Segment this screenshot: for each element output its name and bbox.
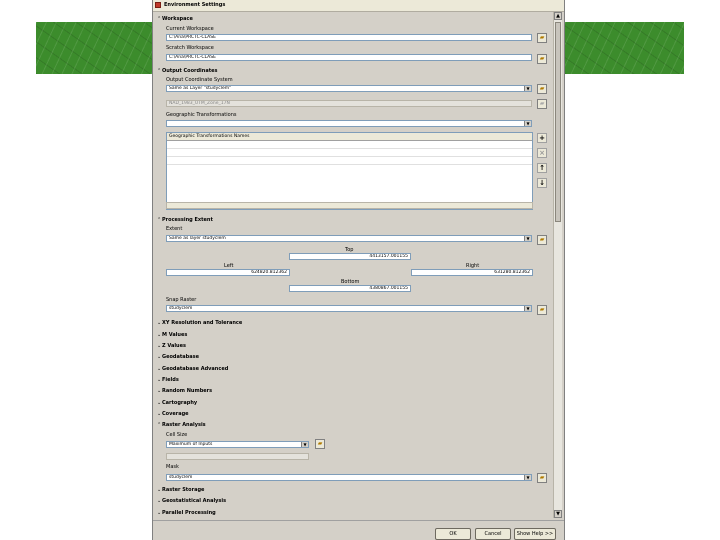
environment-settings-dialog	[152, 0, 565, 540]
chevron-up-icon: ⌃	[157, 68, 162, 74]
chevron-down-icon: ▼	[524, 121, 531, 126]
section-geodatabase-advanced[interactable]: ⌄Geodatabase Advanced	[157, 366, 229, 372]
add-icon[interactable]: +	[537, 133, 547, 143]
chevron-down-icon: ⌄	[157, 510, 162, 516]
dialog-footer	[153, 520, 565, 540]
cell-size-select[interactable]: Maximum of Inputs ▼	[166, 441, 309, 448]
chevron-up-icon: ⌃	[157, 217, 162, 223]
section-coverage[interactable]: ⌄Coverage	[157, 411, 189, 417]
current-workspace-input[interactable]: C:\Ana\PRCTC-CLASE	[166, 34, 532, 41]
section-m-values[interactable]: ⌄M Values	[157, 332, 188, 338]
table-row[interactable]	[167, 141, 532, 149]
bottom-label: Bottom	[341, 279, 360, 285]
section-raster-analysis[interactable]: ⌃Raster Analysis	[157, 422, 206, 428]
section-xy-resolution[interactable]: ⌄XY Resolution and Tolerance	[157, 320, 243, 326]
chevron-down-icon: ▼	[524, 475, 531, 480]
folder-icon[interactable]: ▰	[537, 305, 547, 315]
section-workspace[interactable]: ⌃Workspace	[157, 16, 193, 22]
mask-select[interactable]: studyclem ▼	[166, 474, 532, 481]
chevron-down-icon: ⌄	[157, 388, 162, 394]
chevron-down-icon: ▼	[524, 306, 531, 311]
geographic-transformations-label: Geographic Transformations	[166, 112, 237, 118]
section-processing-extent[interactable]: ⌃Processing Extent	[157, 217, 213, 223]
chevron-down-icon: ⌄	[157, 366, 162, 372]
right-label: Right	[466, 263, 480, 269]
mask-label: Mask	[166, 464, 179, 470]
remove-icon[interactable]: ×	[537, 148, 547, 158]
window-title: Environment Settings	[164, 2, 226, 8]
scratch-workspace-input[interactable]: C:\Ana\PRCTC-CLASE	[166, 54, 532, 61]
output-coordinate-system-select[interactable]: Same as Layer "studyclem" ▼	[166, 85, 532, 92]
cell-size-value-field	[166, 453, 309, 460]
decorative-banner-right	[565, 22, 684, 74]
folder-icon[interactable]: ▰	[537, 54, 547, 64]
ok-button[interactable]: OK	[435, 528, 471, 540]
chevron-down-icon: ⌄	[157, 320, 162, 326]
arrow-down-icon[interactable]: ↓	[537, 178, 547, 188]
extent-select[interactable]: Same as layer studyclem ▼	[166, 235, 532, 242]
cell-size-label: Cell Size	[166, 432, 188, 438]
bottom-input[interactable]: 4380867.001155	[289, 285, 411, 292]
chevron-down-icon: ⌄	[157, 498, 162, 504]
snap-raster-select[interactable]: studyclem ▼	[166, 305, 532, 312]
folder-icon[interactable]: ▰	[537, 473, 547, 483]
table-row[interactable]	[167, 157, 532, 165]
section-parallel-processing[interactable]: ⌄Parallel Processing	[157, 510, 216, 516]
vertical-scrollbar[interactable]	[553, 12, 562, 518]
section-cartography[interactable]: ⌄Cartography	[157, 400, 198, 406]
top-input[interactable]: 4413157.001155	[289, 253, 411, 260]
show-help-button[interactable]: Show Help >>	[514, 528, 556, 540]
section-raster-storage[interactable]: ⌄Raster Storage	[157, 487, 205, 493]
folder-icon[interactable]: ▰	[537, 84, 547, 94]
title-bar	[153, 0, 565, 12]
chevron-down-icon: ⌄	[157, 487, 162, 493]
table-header: Geographic Transformations Names	[167, 133, 532, 141]
chevron-up-icon: ⌃	[157, 16, 162, 22]
decorative-banner-left	[36, 22, 152, 74]
chevron-down-icon: ⌄	[157, 377, 162, 383]
left-input[interactable]: 624820.812362	[166, 269, 290, 276]
chevron-down-icon: ▼	[524, 86, 531, 91]
section-random-numbers[interactable]: ⌄Random Numbers	[157, 388, 213, 394]
chevron-down-icon: ⌄	[157, 332, 162, 338]
scroll-up-icon[interactable]: ▲	[554, 12, 562, 20]
chevron-down-icon: ▼	[524, 236, 531, 241]
section-output-coordinates[interactable]: ⌃Output Coordinates	[157, 68, 218, 74]
scrollbar-thumb[interactable]	[555, 22, 561, 222]
section-fields[interactable]: ⌄Fields	[157, 377, 179, 383]
folder-icon[interactable]: ▰	[537, 235, 547, 245]
output-coordinate-system-label: Output Coordinate System	[166, 77, 233, 83]
cancel-button[interactable]: Cancel	[475, 528, 511, 540]
folder-icon: ▰	[537, 99, 547, 109]
table-row[interactable]	[167, 149, 532, 157]
arrow-up-icon[interactable]: ↑	[537, 163, 547, 173]
horizontal-scrollbar[interactable]	[166, 202, 533, 209]
right-input[interactable]: 631280.812362	[411, 269, 533, 276]
section-geostatistical-analysis[interactable]: ⌄Geostatistical Analysis	[157, 498, 227, 504]
chevron-up-icon: ⌃	[157, 422, 162, 428]
geographic-transformations-table[interactable]	[166, 132, 533, 210]
left-label: Left	[224, 263, 234, 269]
folder-icon[interactable]: ▰	[537, 33, 547, 43]
section-geodatabase[interactable]: ⌄Geodatabase	[157, 354, 199, 360]
scratch-workspace-label: Scratch Workspace	[166, 45, 214, 51]
geographic-transformations-select[interactable]	[166, 120, 532, 127]
app-icon	[155, 2, 161, 8]
chevron-down-icon: ▼	[301, 442, 308, 447]
current-workspace-label: Current Workspace	[166, 26, 214, 32]
snap-raster-label: Snap Raster	[166, 297, 197, 303]
chevron-down-icon: ⌄	[157, 400, 162, 406]
section-z-values[interactable]: ⌄Z Values	[157, 343, 186, 349]
scroll-down-icon[interactable]: ▼	[554, 510, 562, 518]
top-label: Top	[345, 247, 354, 253]
chevron-down-icon: ⌄	[157, 343, 162, 349]
folder-icon[interactable]: ▰	[315, 439, 325, 449]
extent-label: Extent	[166, 226, 183, 232]
projection-name-field: NAD_1983_UTM_Zone_17N	[166, 100, 532, 107]
chevron-down-icon: ⌄	[157, 354, 162, 360]
chevron-down-icon: ⌄	[157, 411, 162, 417]
